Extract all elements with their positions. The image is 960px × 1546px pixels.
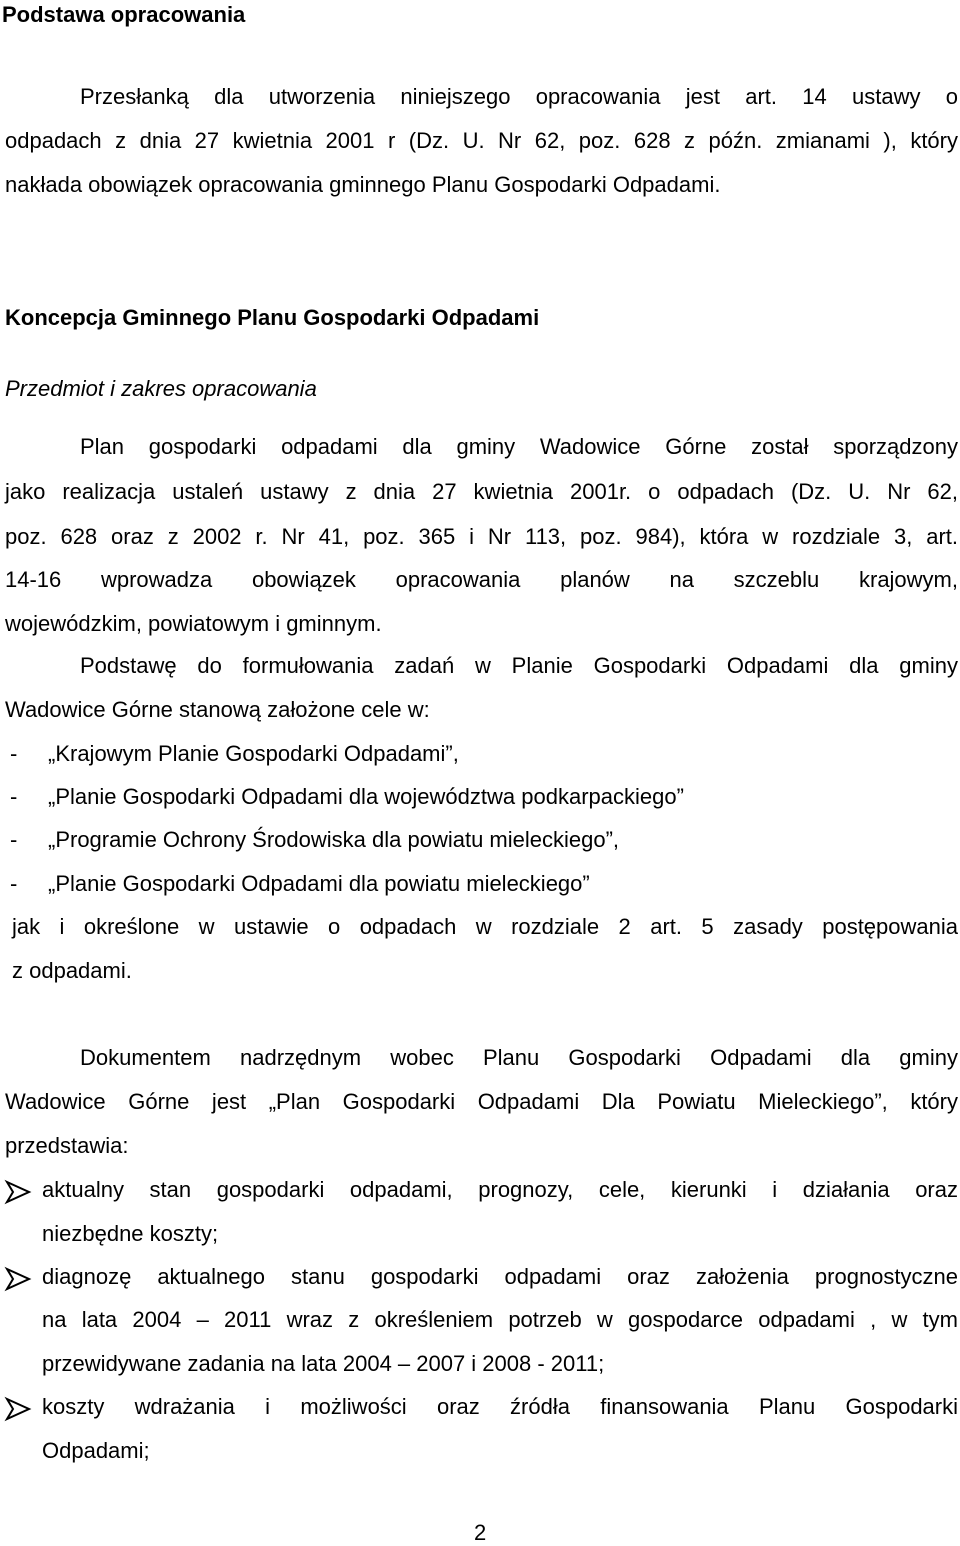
- bullet-line: diagnozę aktualnego stanu gospodarki odpadami oraz założenia prognostyczne: [42, 1264, 958, 1289]
- section-heading-podstawa: Podstawa opracowania: [2, 2, 246, 27]
- bullet-line: niezbędne koszty;: [42, 1221, 219, 1246]
- paragraph-line: nakłada obowiązek opracowania gminnego Planu Gospodarki Odpadami.: [5, 172, 721, 197]
- page-number: 2: [474, 1520, 487, 1545]
- dash-marker: -: [10, 784, 18, 809]
- paragraph-line: Przesłanką dla utworzenia niniejszego opracowania jest art. 14 ustawy o: [80, 84, 958, 109]
- paragraph-line: Dokumentem nadrzędnym wobec Planu Gospodarki Odpadami dla gminy: [80, 1045, 958, 1070]
- paragraph-line: poz. 628 oraz z 2002 r. Nr 41, poz. 365 i Nr 113, poz. 984), która w rozdziale 3, art.: [5, 524, 958, 549]
- paragraph-line: wojewódzkim, powiatowym i gminnym.: [5, 611, 382, 636]
- paragraph-line: 14-16 wprowadza obowiązek opracowania planów na szczeblu krajowym,: [5, 567, 958, 592]
- paragraph-line: odpadach z dnia 27 kwietnia 2001 r (Dz. U. Nr 62, poz. 628 z późn. zmianami ), który: [5, 128, 958, 153]
- bullet-line: koszty wdrażania i możliwości oraz źródła finansowania Planu Gospodarki: [42, 1394, 958, 1419]
- paragraph-line: Wadowice Górne stanową założone cele w:: [5, 697, 430, 722]
- paragraph-line: jak i określone w ustawie o odpadach w rozdziale 2 art. 5 zasady postępowania: [12, 914, 958, 939]
- dash-list-item: „Krajowym Planie Gospodarki Odpadami”,: [48, 741, 459, 766]
- bullet-line: Odpadami;: [42, 1438, 150, 1463]
- section-heading-koncepcja: Koncepcja Gminnego Planu Gospodarki Odpadami: [5, 305, 540, 330]
- subheading-przedmiot: Przedmiot i zakres opracowania: [5, 376, 317, 401]
- bullet-line: na lata 2004 – 2011 wraz z określeniem potrzeb w gospodarce odpadami , w tym: [42, 1307, 958, 1332]
- dash-list-item: „Planie Gospodarki Odpadami dla powiatu mieleckiego”: [48, 871, 590, 896]
- dash-list-item: „Programie Ochrony Środowiska dla powiatu mieleckiego”,: [48, 827, 620, 852]
- bullet-line: aktualny stan gospodarki odpadami, prognozy, cele, kierunki i działania oraz: [42, 1177, 958, 1202]
- arrowhead-bullet-icon: [4, 1266, 32, 1292]
- paragraph-line: Wadowice Górne jest „Plan Gospodarki Odpadami Dla Powiatu Mieleckiego”, który: [5, 1089, 958, 1114]
- paragraph-line: przedstawia:: [5, 1133, 129, 1158]
- arrowhead-bullet-icon: [4, 1396, 32, 1422]
- paragraph-line: Plan gospodarki odpadami dla gminy Wadowice Górne został sporządzony: [80, 434, 958, 459]
- paragraph-line: Podstawę do formułowania zadań w Planie Gospodarki Odpadami dla gminy: [80, 653, 958, 678]
- dash-marker: -: [10, 827, 18, 852]
- arrowhead-bullet-icon: [4, 1179, 32, 1205]
- bullet-line: przewidywane zadania na lata 2004 – 2007 i 2008 - 2011;: [42, 1351, 605, 1376]
- dash-marker: -: [10, 741, 18, 766]
- dash-marker: -: [10, 871, 18, 896]
- paragraph-line: z odpadami.: [12, 958, 132, 983]
- dash-list-item: „Planie Gospodarki Odpadami dla województwa podkarpackiego”: [48, 784, 684, 809]
- paragraph-line: jako realizacja ustaleń ustawy z dnia 27 kwietnia 2001r. o odpadach (Dz. U. Nr 62,: [5, 479, 958, 504]
